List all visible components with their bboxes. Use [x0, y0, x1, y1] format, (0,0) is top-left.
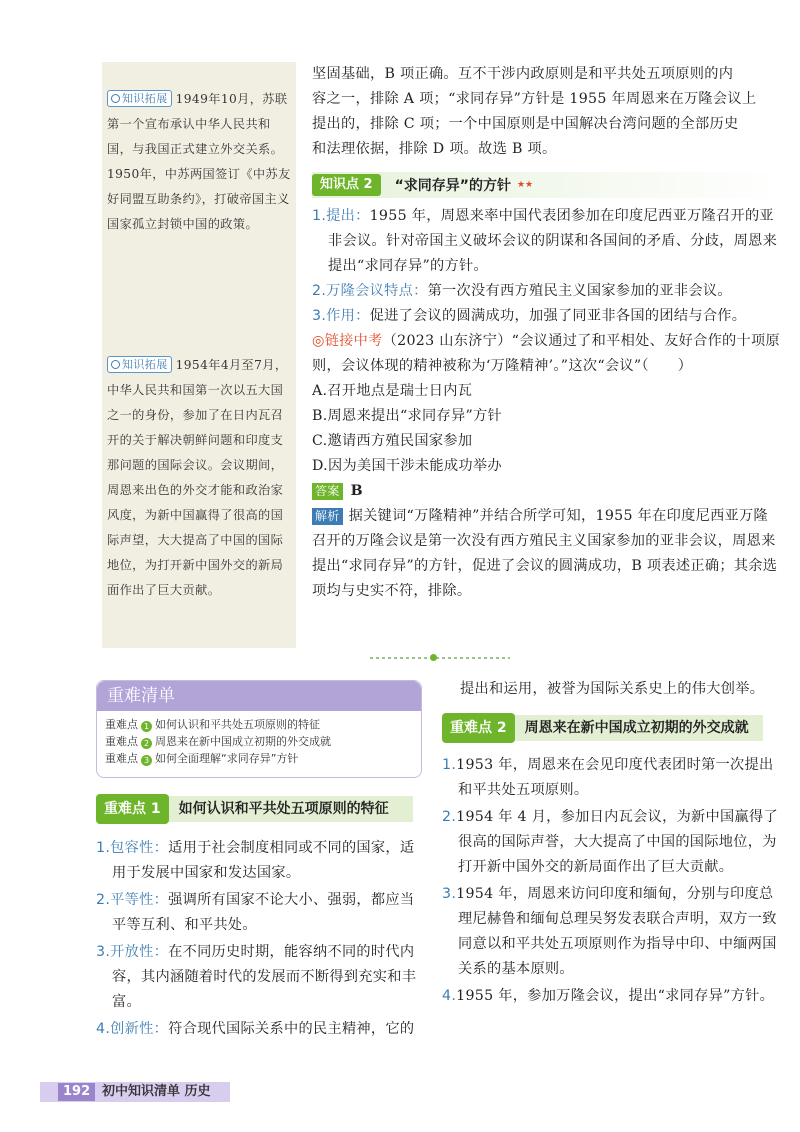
key-point-1-header [96, 794, 420, 824]
key-point-item: 重难点 3 如何全面理解“求同存异”方针 [105, 752, 299, 765]
option-c: C.邀请西方殖民国家参加 [312, 433, 473, 449]
lightbulb-icon [111, 94, 120, 103]
key-points-list-title: 重难清单 [97, 681, 421, 711]
key-point-1-title: 如何认识和平共处五项原则的特征 [161, 796, 413, 822]
kp2-badge: 知识点 2 [312, 174, 381, 196]
answer-row [312, 479, 782, 504]
lightbulb-icon [111, 360, 120, 369]
key-point-2-title: 周恩来在新中国成立初期的外交成就 [507, 715, 763, 741]
list-item: 1.1953 年，周恩来在会见印度代表团时第一次提出和平共处五项原则。 [442, 757, 774, 798]
answer-tag: 答案 [312, 483, 343, 500]
kp2-items [312, 204, 782, 604]
kp2-item: 1.提出：1955 年，周恩来率中国代表团参加在印度尼西亚万隆召开的亚非会议。针对帝国主义破坏会议的阴谋和各国间的矛盾、分歧，周恩来提出“求同存异”的方针。 [312, 208, 778, 274]
key-point-item: 重难点 1 如何认识和平共处五项原则的特征 [105, 718, 320, 731]
key-point-1-items [96, 836, 420, 1042]
key-point-2-header [442, 713, 782, 743]
list-item: 4.创新性：符合现代国际关系中的民主精神，它的 [96, 1021, 415, 1037]
knowledge-extension-tag: 知识拓展 [107, 90, 172, 107]
knowledge-extension-tag: 知识拓展 [107, 356, 172, 373]
list-item: 4.1955 年，参加万隆会议，提出“求同存异”方针。 [442, 988, 775, 1004]
intro-paragraph: 坚固基础，B 项正确。互不干涉内政原则是和平共处五项原则的内 容之一，排除 A 项；“求同存异”方针是 1955 年周恩来在万隆会议上 提出的，排除 C 项；一个中国原则是中国解决台湾问题的全部历史 和法理依据，排除 D 项。故选 B 项。 [312, 66, 757, 157]
kp2-title: “求同存异”的方针 [394, 178, 511, 194]
kp2-item: 3.作用：促进了会议的圆满成功，加强了同亚非各国的团结与合作。 [312, 308, 747, 324]
option-d: D.因为美国干涉未能成功举办 [312, 458, 502, 474]
right-continuation: 提出和运用，被誉为国际关系史上的伟大创举。 [460, 681, 765, 697]
analysis-row: 解析 据关键词“万隆精神”并结合所学可知，1955 年在印度尼西亚万隆召开的万隆会议是第一次没有西方殖民主义国家参加的亚非会议，周恩来提出“求同存异”的方针，促进了会议的圆满成功，B 项表述正确；其余选项均与史实不符，排除。 [312, 508, 778, 599]
kp2-header [312, 172, 782, 198]
divider-dot [430, 654, 437, 661]
list-item: 2.平等性：强调所有国家不论大小、强弱，都应当平等互利、和平共处。 [96, 892, 415, 933]
key-point-2-badge: 重难点 2 [442, 713, 515, 743]
footer-book-title: 初中知识清单 历史 [102, 1084, 211, 1099]
sidebar-note-1-text: 1949年10月，苏联第一个宣布承认中华人民共和国，与我国正式建立外交关系。1950年，中苏两国签订《中苏友好同盟互助条约》，打破帝国主义国家孤立封锁中国的政策。 [107, 92, 291, 231]
option-a: A.召开地点是瑞士日内瓦 [312, 383, 473, 399]
star-icon: ★★ [516, 180, 534, 190]
kp2-item: 2.万隆会议特点：第一次没有西方殖民主义国家参加的亚非会议。 [312, 283, 732, 299]
sidebar-note-1 [107, 87, 291, 237]
key-points-list-box [96, 680, 422, 778]
answer-value: B [350, 483, 363, 499]
sidebar-note-2-text: 1954年4月至7月，中华人民共和国第一次以五大国之一的身份，参加了在日内瓦召开的关于解决朝鲜问题和印度支那问题的国际会议。会议期间，周恩来出色的外交才能和政治家风度，为新中国赢得了很高的国际声望，大大提高了中国的国际地位，为打开新中国外交的新局面作出了巨大贡献。 [107, 358, 288, 597]
analysis-tag: 解析 [312, 508, 343, 525]
exam-link-question: ◎链接中考（2023 山东济宁）“会议通过了和平相处、友好合作的十项原则，会议体现的精神被称为‘万隆精神’。”这次“会议”（ ） [312, 333, 781, 374]
key-point-1-badge: 重难点 1 [96, 794, 169, 824]
sidebar-note-2 [107, 353, 291, 603]
key-point-item: 重难点 2 周恩来在新中国成立初期的外交成就 [105, 735, 331, 748]
key-point-1-section [96, 794, 420, 1042]
dotted-divider [370, 657, 510, 659]
link-icon: ◎ [312, 333, 325, 349]
option-b: B.周恩来提出“求同存异”方针 [312, 408, 503, 424]
list-item: 3.1954 年，周恩来访问印度和缅甸，分别与印度总理尼赫鲁和缅甸总理吴努发表联合声明，双方一致同意以和平共处五项原则作为指导中印、中缅两国关系的基本原则。 [442, 886, 777, 977]
list-item: 1.包容性：适用于社会制度相同或不同的国家，适用于发展中国家和发达国家。 [96, 840, 415, 881]
page-number: 192 [58, 1083, 95, 1101]
list-item: 2.1954 年 4 月，参加日内瓦会议，为新中国赢得了很高的国际声誉，大大提高了中国的国际地位，为打开新中国外交的新局面作出了巨大贡献。 [442, 809, 778, 875]
key-point-2-section [442, 713, 782, 1009]
list-item: 3.开放性：在不同历史时期，能容纳不同的时代内容，其内涵随着时代的发展而不断得到充实和丰富。 [96, 944, 417, 1010]
key-points-list [97, 711, 421, 767]
key-point-2-items [442, 753, 782, 1009]
knowledge-point-2 [312, 172, 782, 604]
